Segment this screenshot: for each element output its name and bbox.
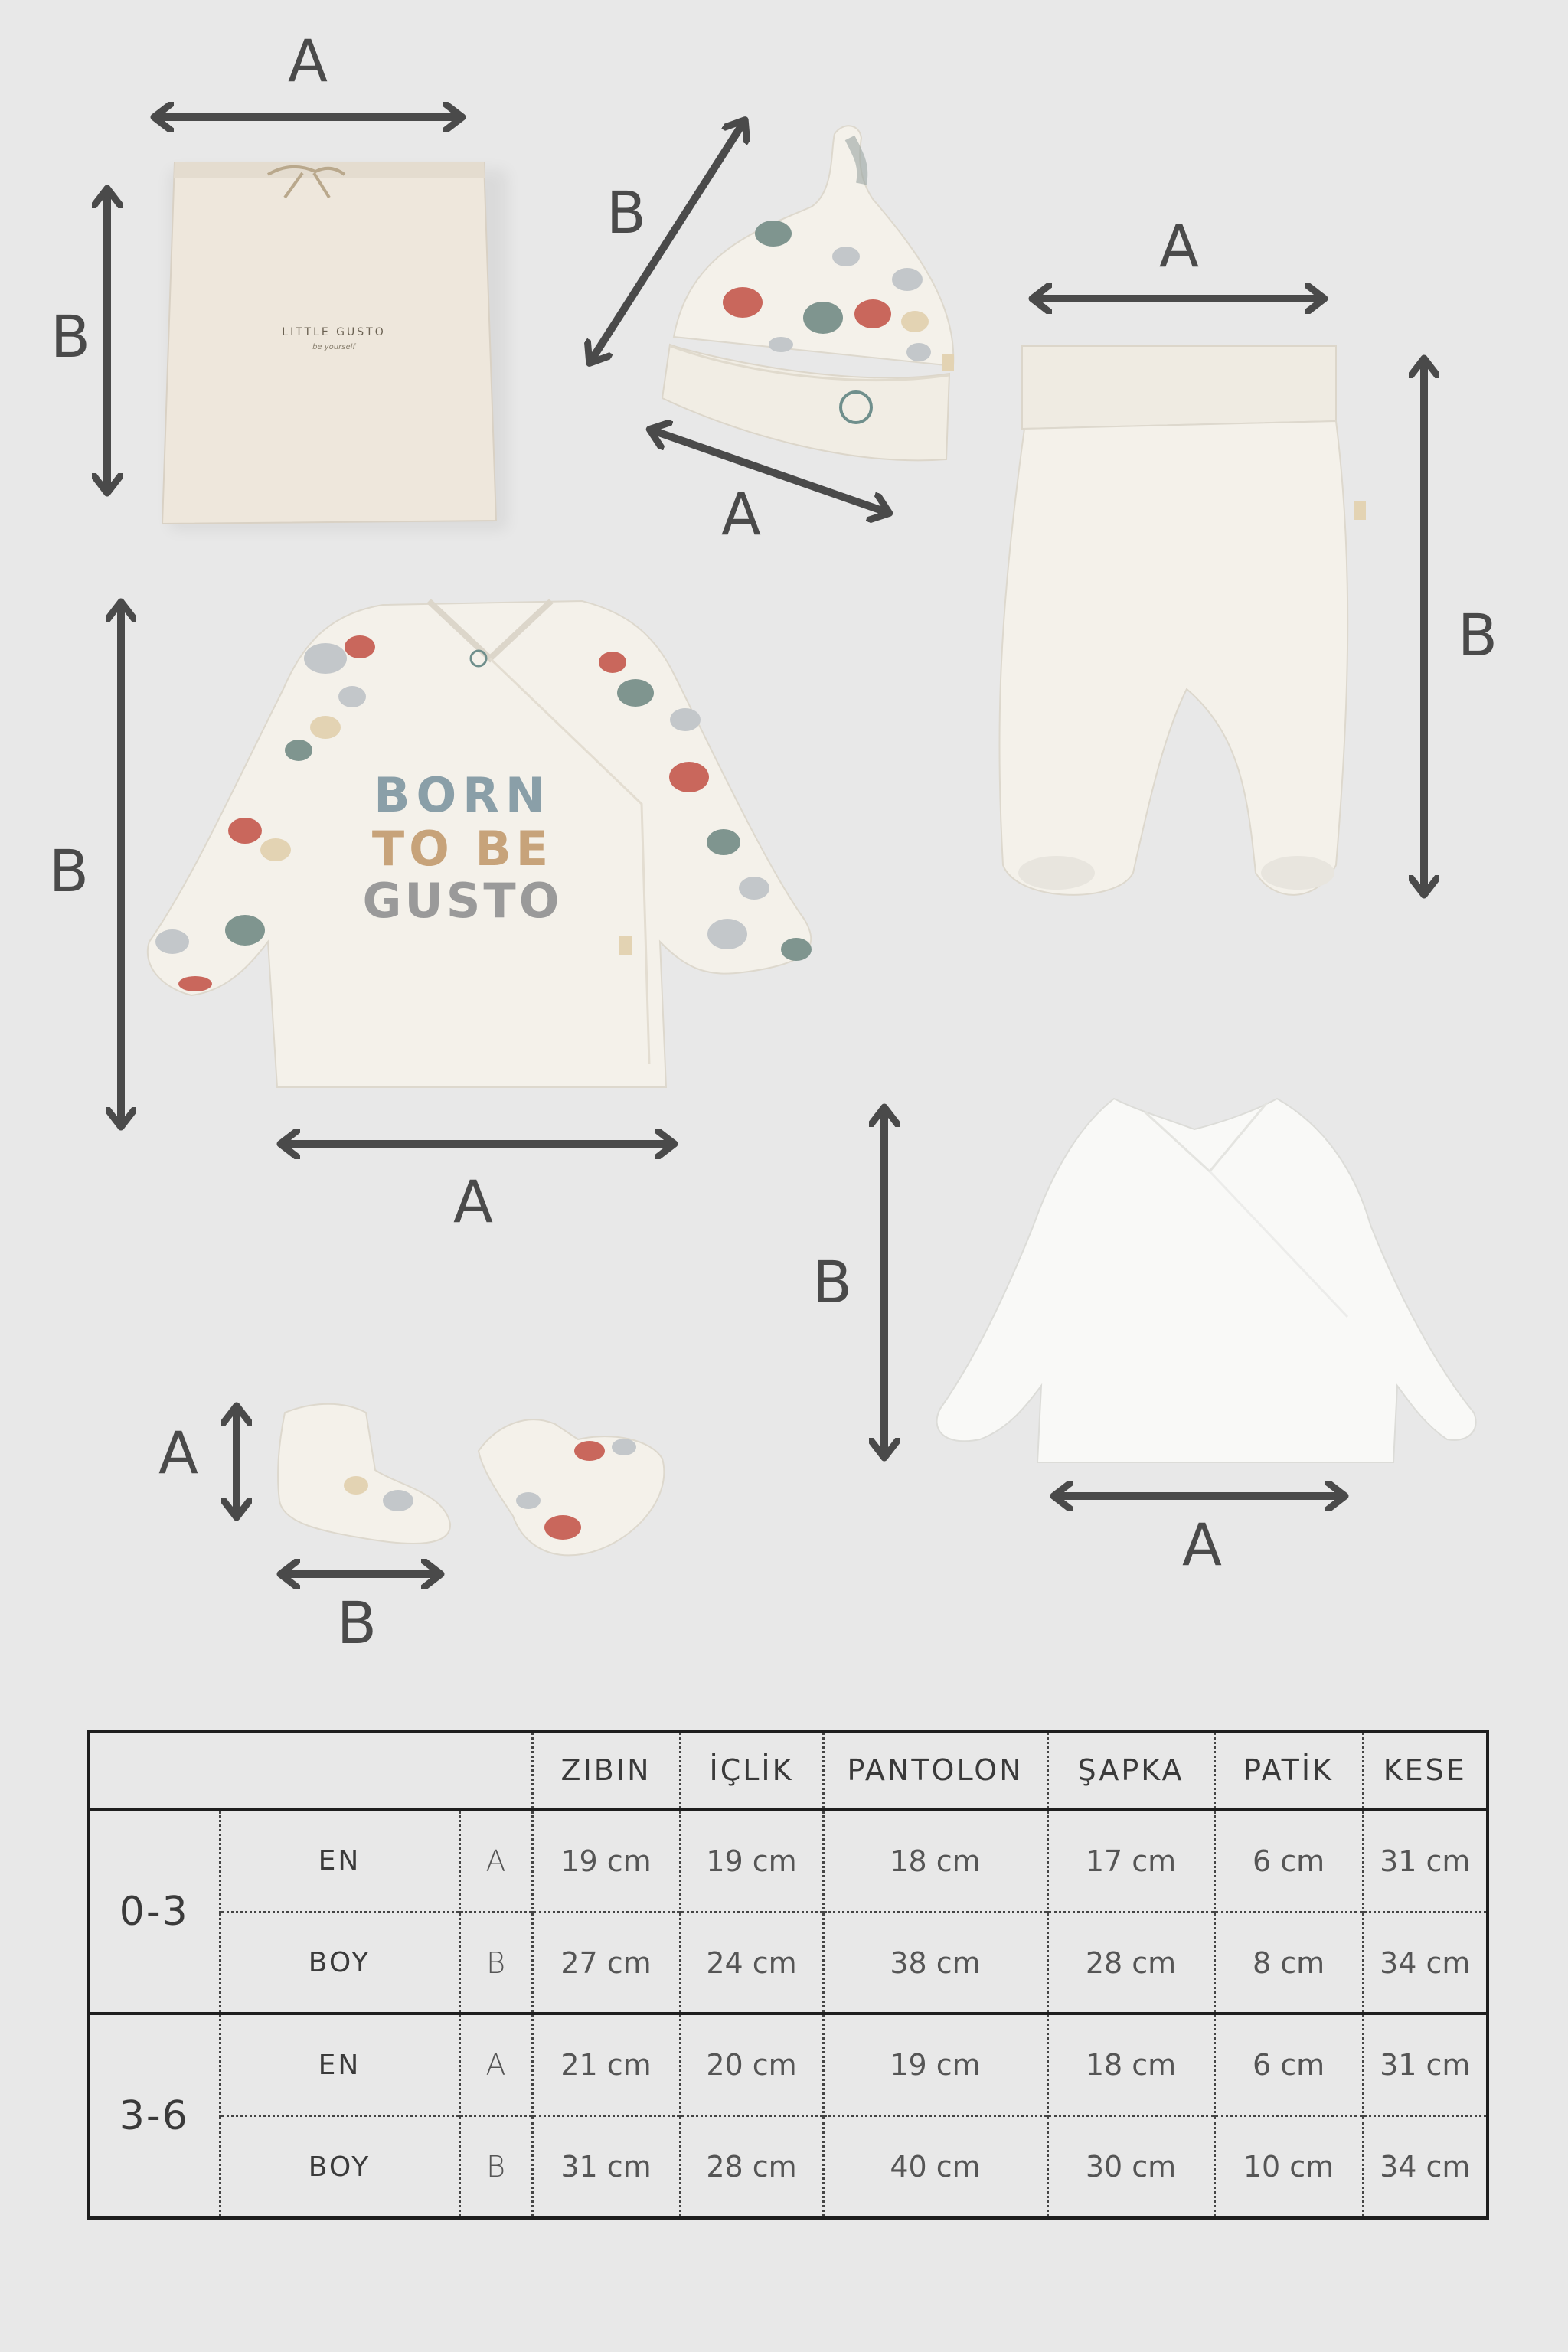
slogan-line-2: TO BE — [371, 821, 554, 877]
undershirt-width-label: A — [1182, 1511, 1222, 1579]
dimension-name: BOY — [220, 2116, 459, 2218]
size-value: 31 cm — [1363, 1810, 1488, 1912]
size-value: 19 cm — [532, 1810, 680, 1912]
size-value: 10 cm — [1214, 2116, 1363, 2218]
size-value: 20 cm — [680, 2014, 823, 2115]
slogan-line-3: GUSTO — [362, 873, 563, 929]
size-value: 18 cm — [1047, 2014, 1214, 2115]
col-header-sapka: ŞAPKA — [1047, 1731, 1214, 1810]
printed-kimono-top — [148, 601, 812, 1087]
dimension-name: EN — [220, 2014, 459, 2115]
size-value: 27 cm — [532, 1912, 680, 2014]
col-header-pantolon: PANTOLON — [823, 1731, 1047, 1810]
age-group-label: 0-3 — [119, 1889, 189, 1936]
size-value: 17 cm — [1047, 1810, 1214, 1912]
booties-height-label: A — [158, 1419, 198, 1487]
table-row — [88, 1810, 1488, 1912]
table-row — [88, 2116, 1488, 2218]
hat-height-label: B — [606, 178, 647, 247]
hat-width-label: A — [721, 480, 761, 548]
col-header-zibin: ZIBIN — [532, 1731, 680, 1810]
size-value: 6 cm — [1214, 1810, 1363, 1912]
pants-height-label: B — [1457, 601, 1498, 669]
bag-height-label: B — [50, 302, 91, 371]
pants-width-label: A — [1159, 212, 1199, 280]
dimension-letter: B — [459, 1912, 532, 2014]
size-chart-table — [87, 1730, 1489, 2220]
booties — [278, 1404, 664, 1556]
size-value: 24 cm — [680, 1912, 823, 2014]
dimension-letter: A — [459, 2014, 532, 2115]
slogan-line-1: BORN — [374, 767, 551, 823]
size-value: 31 cm — [1363, 2014, 1488, 2115]
size-value: 31 cm — [532, 2116, 680, 2218]
size-value: 19 cm — [823, 2014, 1047, 2115]
col-header-iclik: İÇLİK — [680, 1731, 823, 1810]
bag-tagline-text: be yourself — [312, 343, 355, 351]
dimension-name: BOY — [220, 1912, 459, 2014]
booties-length-label: B — [336, 1589, 377, 1657]
size-value: 6 cm — [1214, 2014, 1363, 2115]
drawstring-bag — [162, 162, 507, 530]
col-header-patik: PATİK — [1214, 1731, 1363, 1810]
age-group-label: 3-6 — [88, 2014, 220, 2218]
size-value: 28 cm — [1047, 1912, 1214, 2014]
size-value: 21 cm — [532, 2014, 680, 2115]
size-value: 30 cm — [1047, 2116, 1214, 2218]
dimension-name: EN — [220, 1810, 459, 1912]
table-row — [88, 2014, 1488, 2115]
kimono-top-width-label: A — [453, 1168, 493, 1236]
size-value: 38 cm — [823, 1912, 1047, 2014]
footed-pants — [999, 346, 1366, 895]
size-value: 34 cm — [1363, 2116, 1488, 2218]
size-value: 18 cm — [823, 1810, 1047, 1912]
dimension-letter: A — [459, 1810, 532, 1912]
size-value: 28 cm — [680, 2116, 823, 2218]
plain-undershirt — [937, 1099, 1476, 1462]
kimono-top-height-label: B — [48, 837, 90, 905]
bag-brand-text: LITTLE GUSTO — [282, 326, 386, 338]
col-header-kese: KESE — [1363, 1731, 1488, 1810]
dimension-letter: B — [459, 2116, 532, 2218]
size-value: 8 cm — [1214, 1912, 1363, 2014]
size-value: 34 cm — [1363, 1912, 1488, 2014]
bag-width-label: A — [288, 27, 328, 95]
size-value: 40 cm — [823, 2116, 1047, 2218]
table-header-row — [88, 1731, 1488, 1810]
size-value: 19 cm — [680, 1810, 823, 1912]
table-row — [88, 1912, 1488, 2014]
undershirt-height-label: B — [812, 1248, 853, 1316]
